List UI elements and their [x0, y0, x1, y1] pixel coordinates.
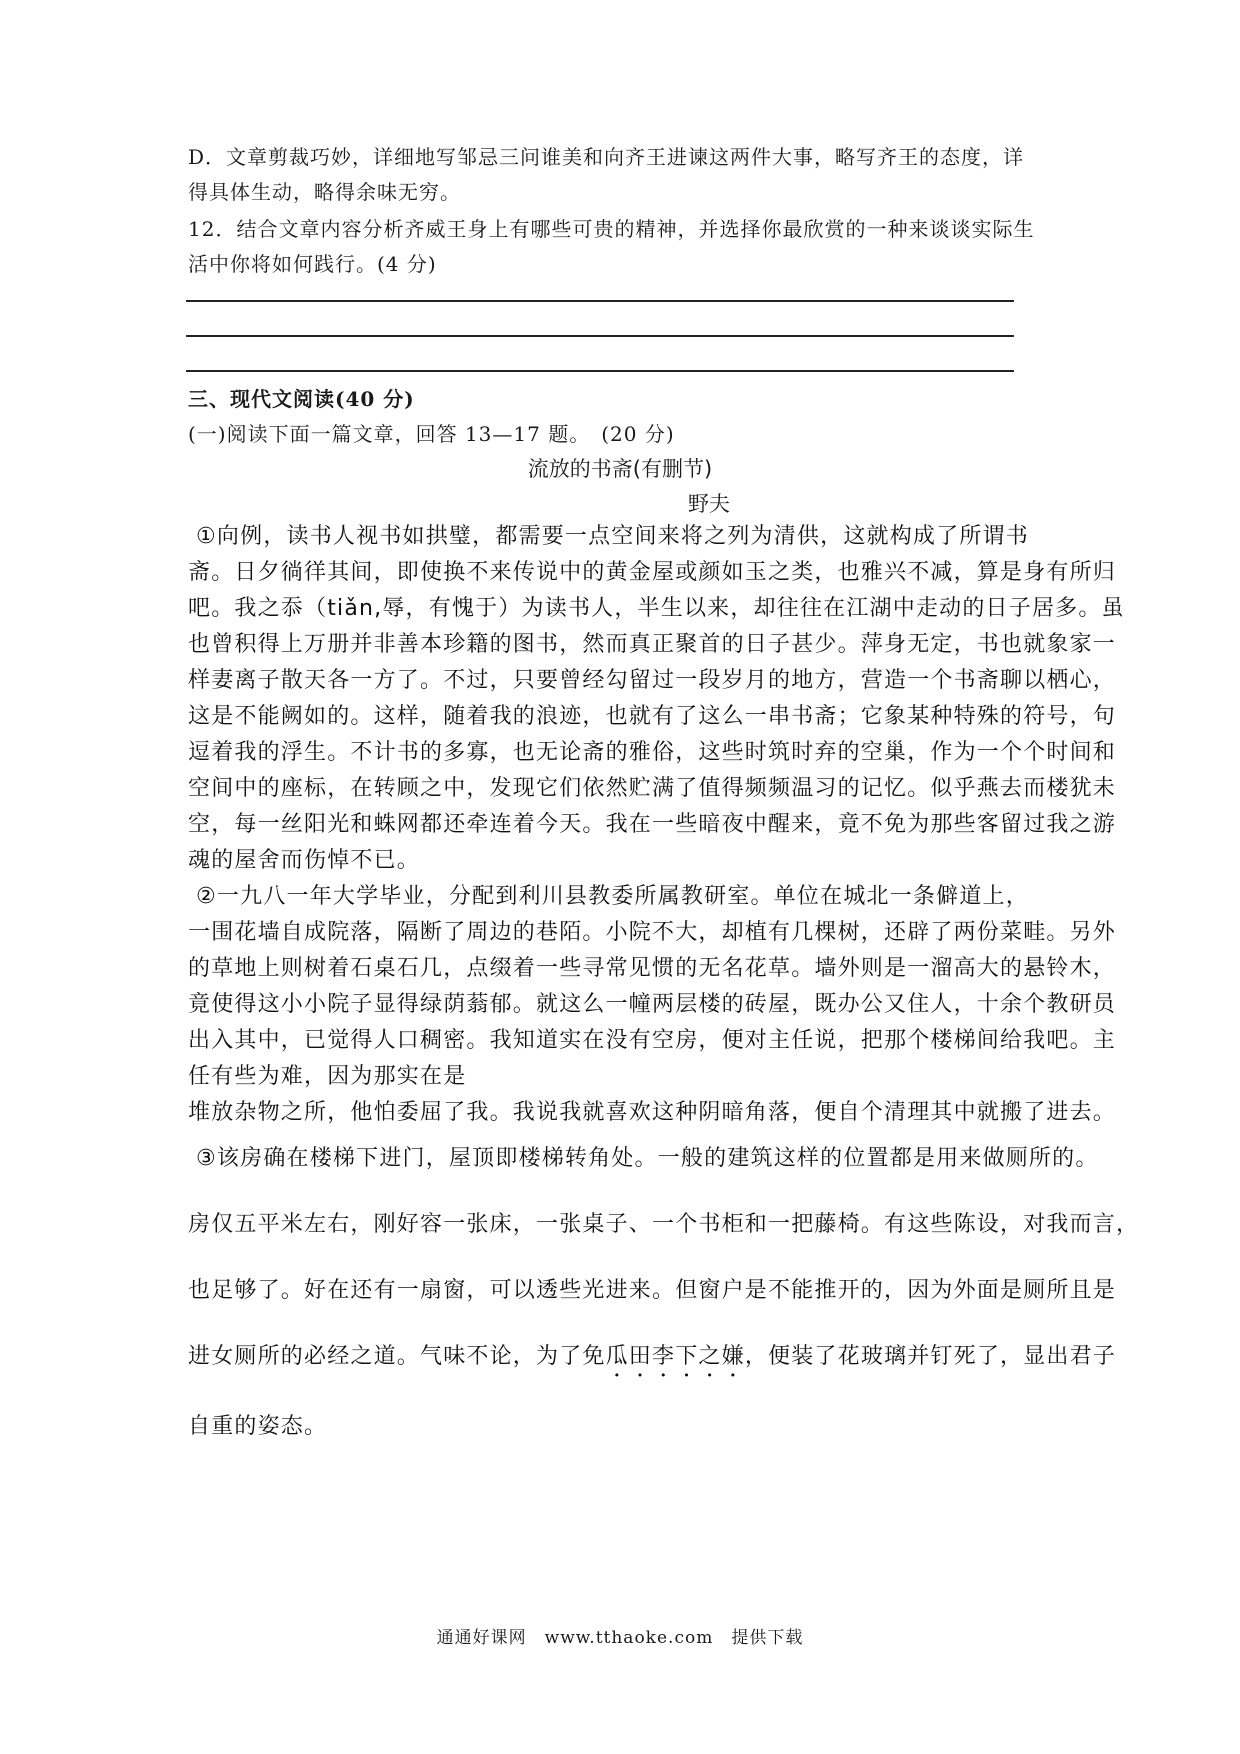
article-author: 野夫 [688, 492, 730, 516]
emphasized-idiom: 瓜田李下之嫌 [605, 1344, 745, 1369]
paragraph-2-line: 堆放杂物之所，他怕委屈了我。我说我就喜欢这种阴暗角落，便自个清理其中就搬了进去。 [188, 1100, 1117, 1125]
paragraph-2-line: 出入其中，已觉得人口稠密。我知道实在没有空房，便对主任说，把那个楼梯间给我吧。主 [188, 1028, 1117, 1053]
page-footer: 通通好课网 www.tthaoke.com 提供下载 [436, 1628, 804, 1648]
paragraph-3-line: 房仅五平米左右，刚好容一张床，一张桌子、一个书柜和一把藤椅。有这些陈设，对我而言， [188, 1212, 1140, 1237]
answer-line-2 [186, 335, 1014, 337]
paragraph-3-line: ③该房确在楼梯下进门，屋顶即楼梯转角处。一般的建筑这样的位置都是用来做厕所的。 [196, 1146, 1099, 1171]
article-title: 流放的书斋(有删节) [527, 457, 713, 481]
paragraph-3-text: 进女厕所的必经之道。气味不论，为了免 [188, 1344, 606, 1369]
paragraph-1-line: 魂的屋舍而伤悼不已。 [188, 848, 421, 873]
paragraph-2-line: 竟使得这小小院子显得绿荫蓊郁。就这么一幢两层楼的砖屋，既办公又住人，十余个教研员 [188, 992, 1117, 1017]
option-d-line-2: 得具体生动，略得余味无穷。 [188, 180, 461, 204]
paragraph-3-line: 也足够了。好在还有一扇窗，可以透些光进来。但窗户是不能推开的，因为外面是厕所且是 [188, 1278, 1117, 1303]
paragraph-1-line: 也曾积得上万册并非善本珍籍的图书，然而真正聚首的日子甚少。萍身无定，书也就象家一 [188, 632, 1117, 657]
paragraph-1-line: 空，每一丝阳光和蛛网都还牵连着今天。我在一些暗夜中醒来，竟不免为那些客留过我之游 [188, 812, 1117, 837]
paragraph-3-line [188, 1343, 1117, 1382]
section-heading: 三、现代文阅读(40 分) [188, 387, 415, 411]
paragraph-1-line: 样妻离子散天各一方了。不过，只要曾经勾留过一段岁月的地方，营造一个书斋聊以栖心， [188, 668, 1117, 693]
paragraph-1-line: 这是不能阙如的。这样，随着我的浪迹，也就有了这么一串书斋；它象某种特殊的符号，句 [188, 704, 1117, 729]
section-sub-heading: (一)阅读下面一篇文章，回答 13—17 题。 (20 分) [188, 422, 675, 446]
question-12-line-2: 活中你将如何践行。(4 分) [188, 252, 437, 276]
paragraph-1-line: ①向例，读书人视书如拱璧，都需要一点空间来将之列为清供，这就构成了所谓书 [196, 524, 1029, 549]
paragraph-3-text: ，便装了花玻璃并钉死了，显出君子 [744, 1344, 1117, 1369]
paragraph-1-line: 吧。我之忝（tiǎn,辱，有愧于）为读书人，半生以来，却往往在江湖中走动的日子居多。虽 [188, 596, 1125, 621]
paragraph-2-line: 一围花墙自成院落，隔断了周边的巷陌。小院不大，却植有几棵树，还辟了两份菜畦。另外 [188, 920, 1117, 945]
question-12-line-1: 12．结合文章内容分析齐威王身上有哪些可贵的精神，并选择你最欣赏的一种来谈谈实际生 [188, 217, 1035, 241]
option-d-line-1: D．文章剪裁巧妙，详细地写邹忌三问谁美和向齐王进谏这两件大事，略写齐王的态度，详 [188, 145, 1025, 169]
paragraph-1-line: 斋。日夕徜徉其间，即使换不来传说中的黄金屋或颜如玉之类，也雅兴不减，算是身有所归 [188, 560, 1117, 585]
paragraph-2-line: 任有些为难，因为那实在是 [188, 1064, 467, 1089]
paragraph-3-line: 自重的姿态。 [188, 1414, 328, 1439]
answer-line-3 [186, 370, 1014, 372]
answer-line-1 [186, 300, 1014, 302]
paragraph-2-line: ②一九八一年大学毕业，分配到利川县教委所属教研室。单位在城北一条僻道上， [196, 884, 1029, 909]
paragraph-1-line: 空间中的座标，在转顾之中，发现它们依然贮满了值得频频温习的记忆。似乎燕去而楼犹未 [188, 776, 1117, 801]
paragraph-2-line: 的草地上则树着石桌石几，点缀着一些寻常见惯的无名花草。墙外则是一溜高大的悬铃木， [188, 956, 1117, 981]
paragraph-1-line: 逗着我的浮生。不计书的多寡，也无论斋的雅俗，这些时筑时弃的空巢，作为一个个时间和 [188, 740, 1117, 765]
